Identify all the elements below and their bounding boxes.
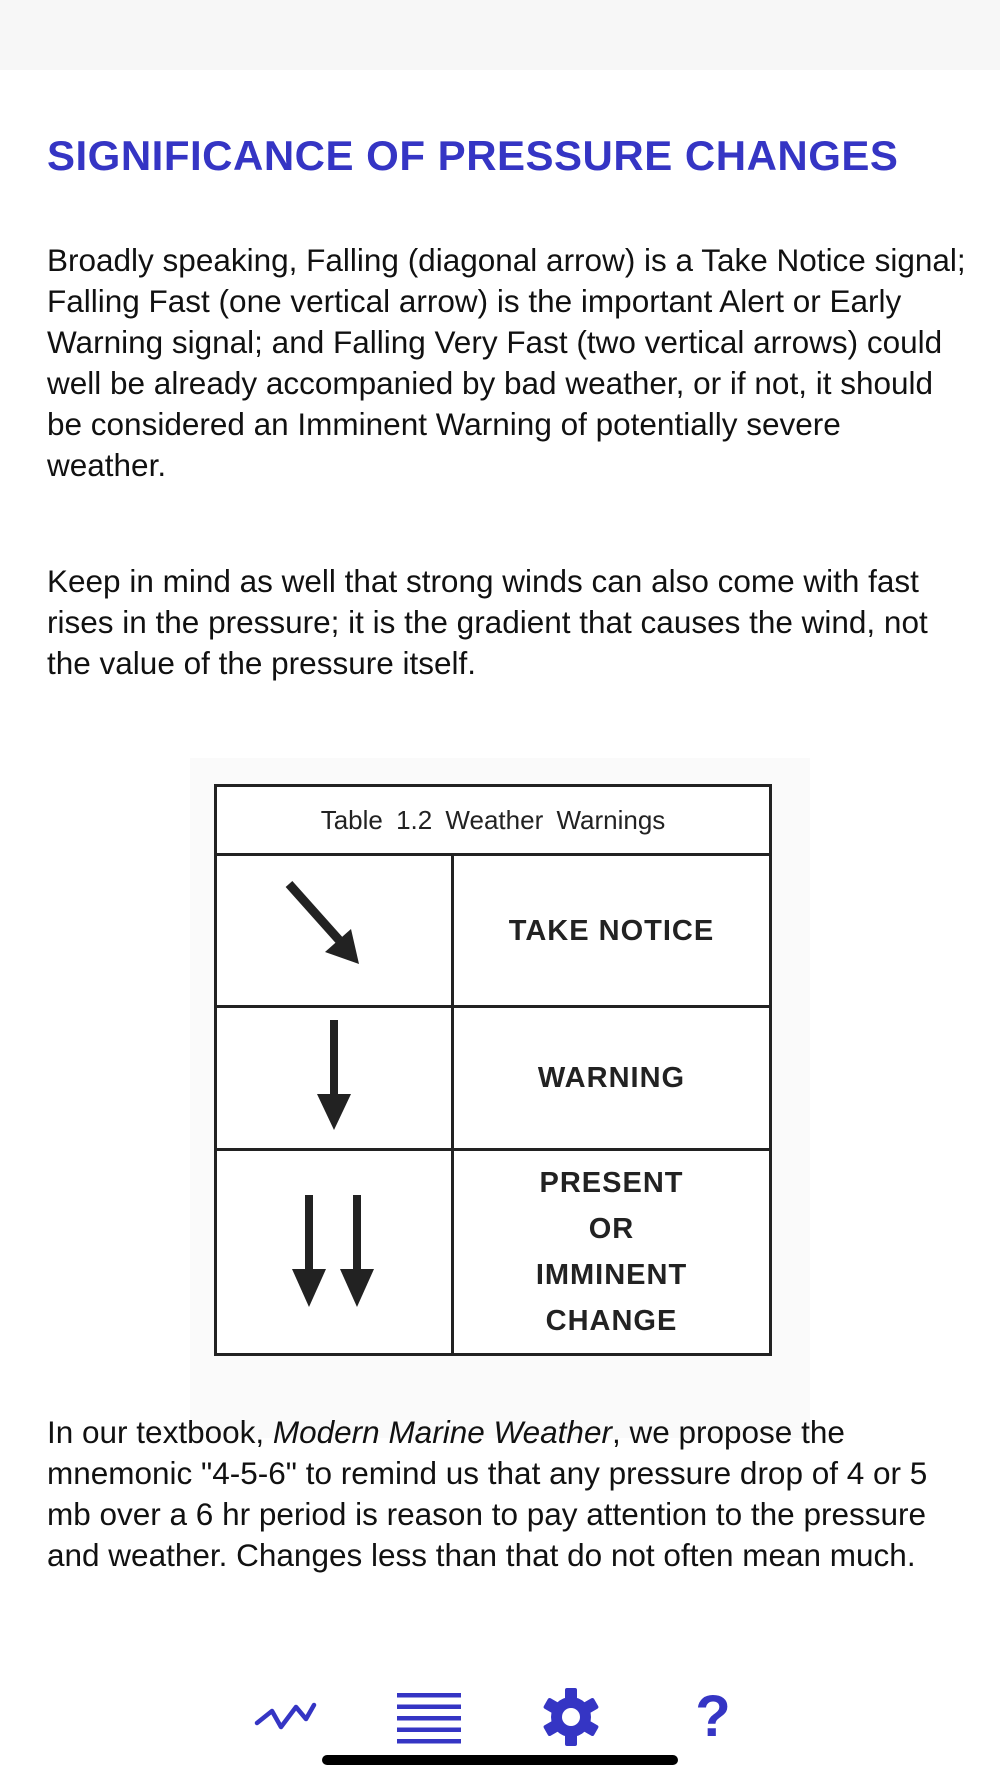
trend-graph-icon xyxy=(254,1697,318,1737)
down-arrow-icon xyxy=(217,1008,454,1148)
warning-label xyxy=(454,1008,769,1148)
weather-warnings-figure xyxy=(190,758,810,1438)
article-paragraph-1: Broadly speaking, Falling (diagonal arrow) is a Take Notice signal; Falling Fast (one vertical arrow) is the important Alert or Early Warning signal; and Falling Very Fast (two vertical arrows) could well be already accompanied by bad weather, or if not, it should be considered an Imminent Warning of potentially severe weather. xyxy=(47,242,966,483)
diagonal-down-arrow-icon xyxy=(217,856,454,1005)
paragraph-text: , we propose the mnemonic "4-5-6" to remind us that any pressure drop of 4 or 5 mb over a 6 hr period is reason to pay attention to the pressure and weather. Changes less than that do not often mean much. xyxy=(47,1414,928,1573)
table-title: Table 1.2 Weather Warnings xyxy=(217,787,769,856)
bottom-tab-bar xyxy=(0,1640,1000,1778)
book-title: Modern Marine Weather xyxy=(272,1414,612,1450)
help-button[interactable] xyxy=(673,1682,753,1752)
double-down-arrow-icon xyxy=(217,1151,454,1353)
article-paragraph-2: Keep in mind as well that strong winds can also come with fast rises in the pressure; it is the gradient that causes the wind, not the value of the pressure itself. xyxy=(47,563,928,681)
warning-label xyxy=(454,1151,769,1353)
page-title: SIGNIFICANCE OF PRESSURE CHANGES xyxy=(47,132,899,179)
warning-label-line: CHANGE xyxy=(545,1305,678,1337)
warning-label xyxy=(454,856,769,1005)
warning-label-line: TAKE NOTICE xyxy=(508,914,715,947)
status-bar xyxy=(0,0,1000,70)
article-content[interactable] xyxy=(0,70,1000,1640)
list-icon xyxy=(395,1690,463,1744)
gear-icon xyxy=(540,1686,602,1748)
home-indicator[interactable] xyxy=(322,1755,678,1765)
warning-label-line: OR xyxy=(588,1213,635,1245)
weather-warnings-table xyxy=(214,784,772,1356)
help-icon: ? xyxy=(695,1684,731,1749)
paragraph-text: In our textbook, xyxy=(47,1414,273,1450)
table-row xyxy=(217,1151,769,1353)
warning-label-line: IMMINENT xyxy=(535,1259,688,1291)
trend-button[interactable] xyxy=(246,1682,326,1752)
table-row xyxy=(217,856,769,1008)
warning-label-line: PRESENT xyxy=(539,1167,684,1199)
settings-button[interactable] xyxy=(531,1682,611,1752)
article-paragraph-3 xyxy=(47,1412,967,1576)
table-row xyxy=(217,1008,769,1151)
warning-label-line: WARNING xyxy=(537,1062,686,1094)
list-button[interactable] xyxy=(389,1682,469,1752)
